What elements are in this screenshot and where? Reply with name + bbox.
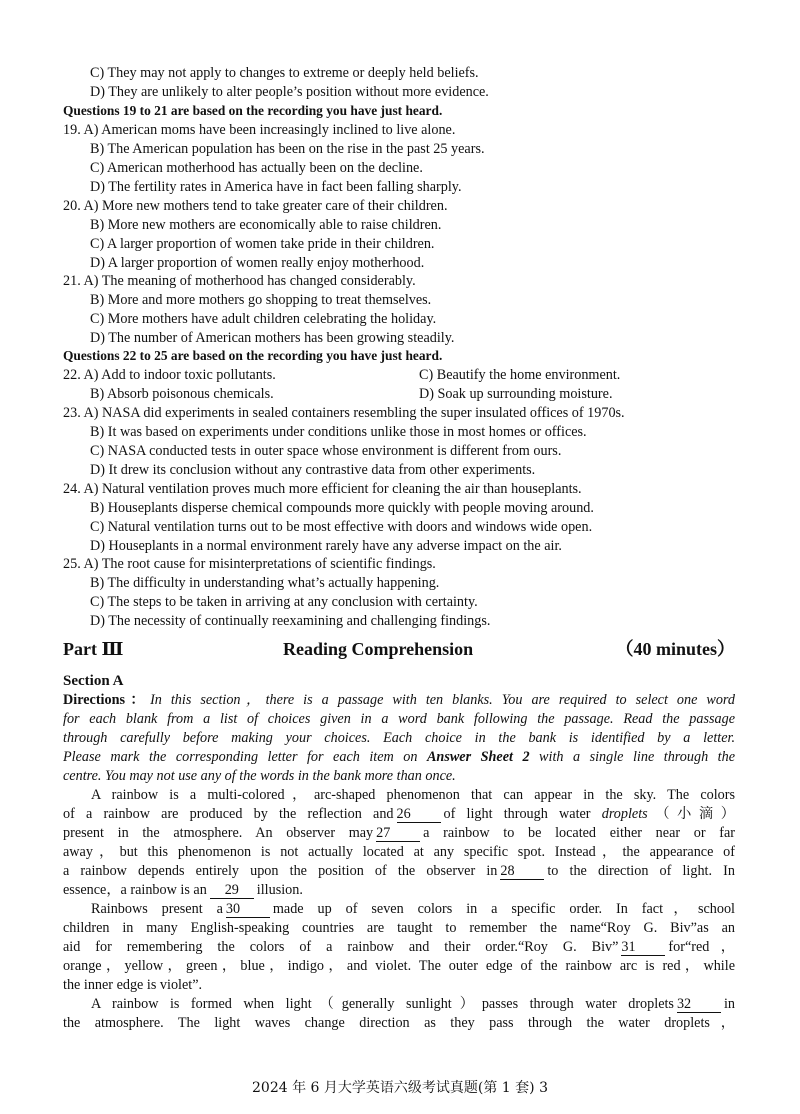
q20-option-a: 20. A) More new mothers tend to take greater care of their children. xyxy=(63,198,448,214)
q19-option-a: 19. A) American moms have been increasingly inclined to live alone. xyxy=(63,122,456,138)
q23-option-b: B) It was based on experiments under conditions unlike those in most homes or offices. xyxy=(90,424,587,440)
q22-option-a: 22. A) Add to indoor toxic pollutants. xyxy=(63,367,276,383)
q21-option-c: C) More mothers have adult children celebrating the holiday. xyxy=(90,311,437,327)
q21-option-a: 21. A) The meaning of motherhood has changed considerably. xyxy=(63,273,416,289)
q25-option-d: D) The necessity of continually reexamining and challenging findings. xyxy=(90,613,491,629)
q24-option-c: C) Natural ventilation turns out to be most effective with doors and windows wide open. xyxy=(90,519,593,535)
blank-27[interactable]: 27 xyxy=(376,826,420,842)
q20-option-d: D) A larger proportion of women really enjoy motherhood. xyxy=(90,255,425,271)
q23-option-c: C) NASA conducted tests in outer space whose environment is different from ours. xyxy=(90,443,562,459)
part-label: Part Ⅲ xyxy=(63,639,124,659)
questions-19-21-header: Questions 19 to 21 are based on the recording you have just heard. xyxy=(63,103,443,118)
section-title: Section A xyxy=(63,673,124,689)
directions-label: Directions： xyxy=(63,692,151,708)
part-title: Reading Comprehension xyxy=(283,639,474,659)
passage-paragraph-2: Rainbows present a 30 made up of seven colors in a specific order. In fact，school children in many English-speaking countries are taught to remember the name“Roy G. Biv”as an aid for remembering the colors of a rainbow and their order.“Roy G. Biv” 31 for“red， orange，yellow，green，blue，indigo，and violet. The outer edge of the rainbow arc is red，while the inner edge is violet”. xyxy=(63,901,735,993)
q19-option-c: C) American motherhood has actually been on the decline. xyxy=(90,160,423,176)
blank-32[interactable]: 32 xyxy=(677,997,721,1013)
page-footer: 2024 年 6 月大学英语六级考试真题(第 1 套) 3 xyxy=(252,1080,548,1096)
q24-option-d: D) Houseplants in a normal environment rarely have any adverse impact on the air. xyxy=(90,538,562,554)
q22-option-c: C) Beautify the home environment. xyxy=(419,367,621,383)
q23-option-a: 23. A) NASA did experiments in sealed containers resembling the super insulated offices of 1970s. xyxy=(63,405,625,421)
part-time: （40 minutes） xyxy=(615,639,735,659)
q24-option-a: 24. A) Natural ventilation proves much more efficient for cleaning the air than houseplants. xyxy=(63,481,582,497)
blank-26[interactable]: 26 xyxy=(397,807,441,823)
q22-option-d: D) Soak up surrounding moisture. xyxy=(419,386,613,402)
q21-option-d: D) The number of American mothers has been growing steadily. xyxy=(90,330,455,346)
q25-option-b: B) The difficulty in understanding what’s actually happening. xyxy=(90,575,440,591)
questions-22-25-header: Questions 22 to 25 are based on the recording you have just heard. xyxy=(63,348,443,363)
q21-option-b: B) More and more mothers go shopping to treat themselves. xyxy=(90,292,432,308)
q22-option-b: B) Absorb poisonous chemicals. xyxy=(90,386,274,402)
directions: Directions：In this section，there is a passage with ten blanks. You are required to select one word for each blank from a list of choices given in a word bank following the passage. Read the passage through carefully before making your choices. Each choice in the bank is identified by a letter. Please mark the corresponding letter for each item on Answer Sheet 2 with a single line through the centre. You may not use any of the words in the bank more than once. xyxy=(63,692,735,784)
blank-30[interactable]: 30 xyxy=(226,902,270,918)
option-d-q18: D) They are unlikely to alter people’s position without more evidence. xyxy=(90,84,489,100)
passage-paragraph-1: A rainbow is a multi-colored，arc-shaped phenomenon that can appear in the sky. The colors of a rainbow are produced by the reflection and 26 of light through water droplets（小滴） present in the atmosphere. An observer may 27 a rainbow to be located either near or far away，but this phenomenon is not actually located at any specific spot. Instead，the appearance of a rainbow depends entirely upon the position of the observer in 28 to the direction of light. In essence，a rainbow is an 29 illusion. xyxy=(63,787,735,898)
q24-option-b: B) Houseplants disperse chemical compounds more quickly with people moving around. xyxy=(90,500,594,516)
q19-option-b: B) The American population has been on the rise in the past 25 years. xyxy=(90,141,485,157)
passage-paragraph-3: A rainbow is formed when light（generally sunlight）passes through water droplets 32 in the atmosphere. The light waves change direction as they pass through the water droplets， xyxy=(63,996,735,1031)
q19-option-d: D) The fertility rates in America have in fact been falling sharply. xyxy=(90,179,462,195)
option-c-q18: C) They may not apply to changes to extreme or deeply held beliefs. xyxy=(90,65,479,81)
blank-29[interactable]: 29 xyxy=(210,883,254,899)
blank-28[interactable]: 28 xyxy=(500,864,544,880)
q25-option-a: 25. A) The root cause for misinterpretations of scientific findings. xyxy=(63,556,436,572)
blank-31[interactable]: 31 xyxy=(621,940,665,956)
q20-option-b: B) More new mothers are economically able to raise children. xyxy=(90,217,442,233)
q25-option-c: C) The steps to be taken in arriving at any conclusion with certainty. xyxy=(90,594,478,610)
q22-row-2 xyxy=(90,385,770,403)
q20-option-c: C) A larger proportion of women take pride in their children. xyxy=(90,236,435,252)
answer-sheet-ref: Answer Sheet 2 xyxy=(426,749,530,765)
part-header xyxy=(63,636,735,662)
q23-option-d: D) It drew its conclusion without any contrastive data from other experiments. xyxy=(90,462,536,478)
q22-row-1 xyxy=(63,366,743,384)
